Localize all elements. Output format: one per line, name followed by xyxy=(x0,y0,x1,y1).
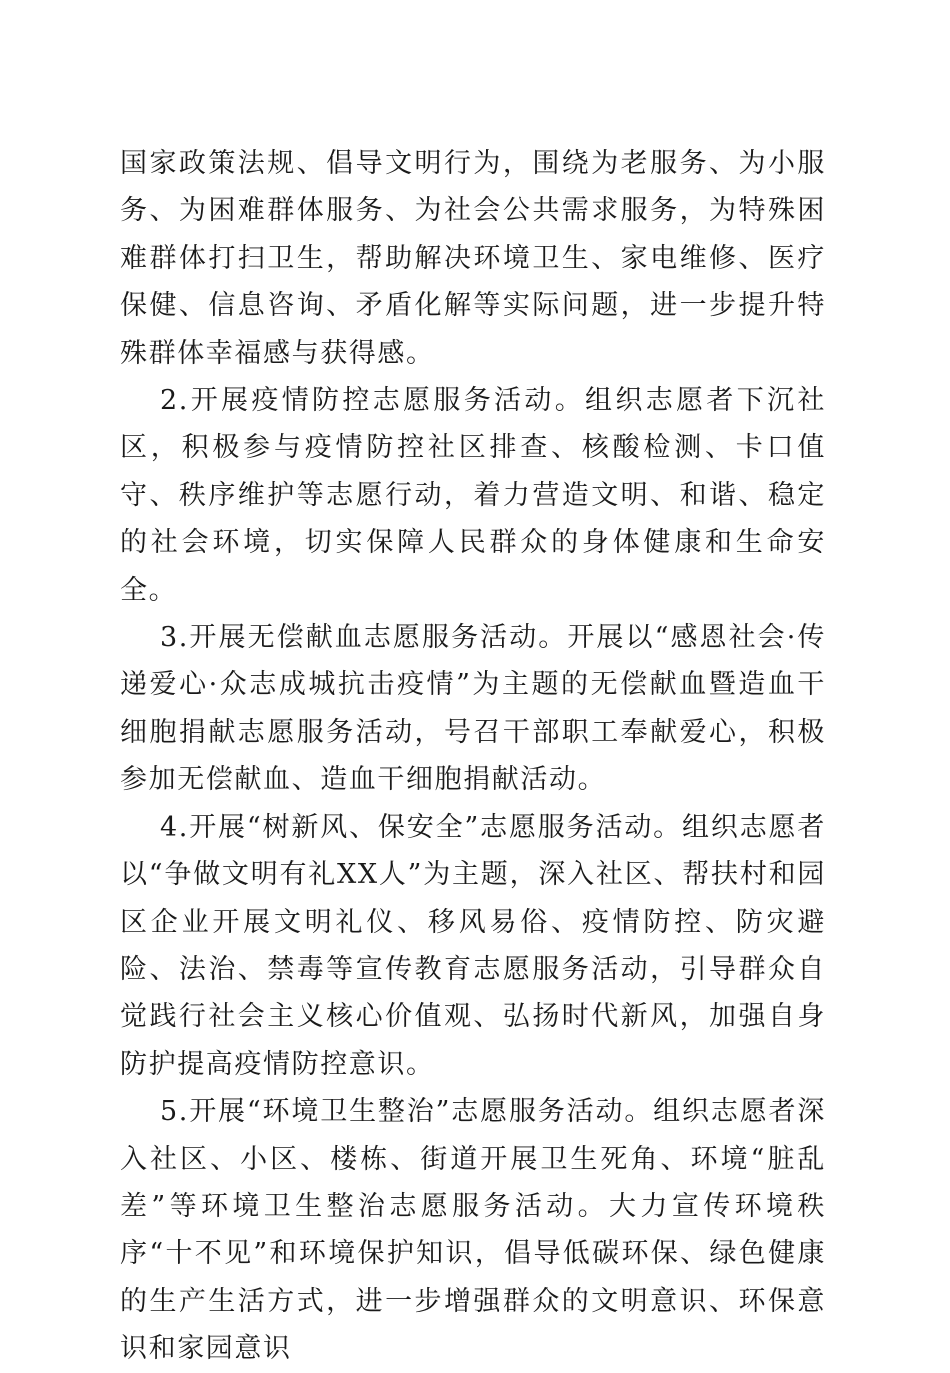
document-body xyxy=(120,140,826,1373)
paragraph-item-5: 5.开展“环境卫生整治”志愿服务活动。组织志愿者深入社区、小区、楼栋、街道开展卫生死角、环境“脏乱差”等环境卫生整治志愿服务活动。大力宣传环境秩序“十不见”和环境保护知识，倡导低碳环保、绿色健康的生产生活方式，进一步增强群众的文明意识、环保意识和家园意识 xyxy=(120,1096,826,1365)
paragraph-continuation: 国家政策法规、倡导文明行为，围绕为老服务、为小服务、为困难群体服务、为社会公共需求服务，为特殊困难群体打扫卫生，帮助解决环境卫生、家电维修、医疗保健、信息咨询、矛盾化解等实际问题，进一步提升特殊群体幸福感与获得感。 xyxy=(120,148,826,369)
paragraph-item-3: 3.开展无偿献血志愿服务活动。开展以“感恩社会·传递爱心·众志成城抗击疫情”为主题的无偿献血暨造血干细胞捐献志愿服务活动，号召干部职工奉献爱心，积极参加无偿献血、造血干细胞捐献活动。 xyxy=(120,622,826,796)
paragraph-item-4: 4.开展“树新风、保安全”志愿服务活动。组织志愿者以“争做文明有礼XX人”为主题，深入社区、帮扶村和园区企业开展文明礼仪、移风易俗、疫情防控、防灾避险、法治、禁毒等宣传教育志愿服务活动，引导群众自觉践行社会主义核心价值观、弘扬时代新风，加强自身防护提高疫情防控意识。 xyxy=(120,811,826,1080)
paragraph-item-2: 2.开展疫情防控志愿服务活动。组织志愿者下沉社区，积极参与疫情防控社区排查、核酸检测、卡口值守、秩序维护等志愿行动，着力营造文明、和谐、稳定的社会环境，切实保障人民群众的身体健康和生命安全。 xyxy=(120,385,826,606)
